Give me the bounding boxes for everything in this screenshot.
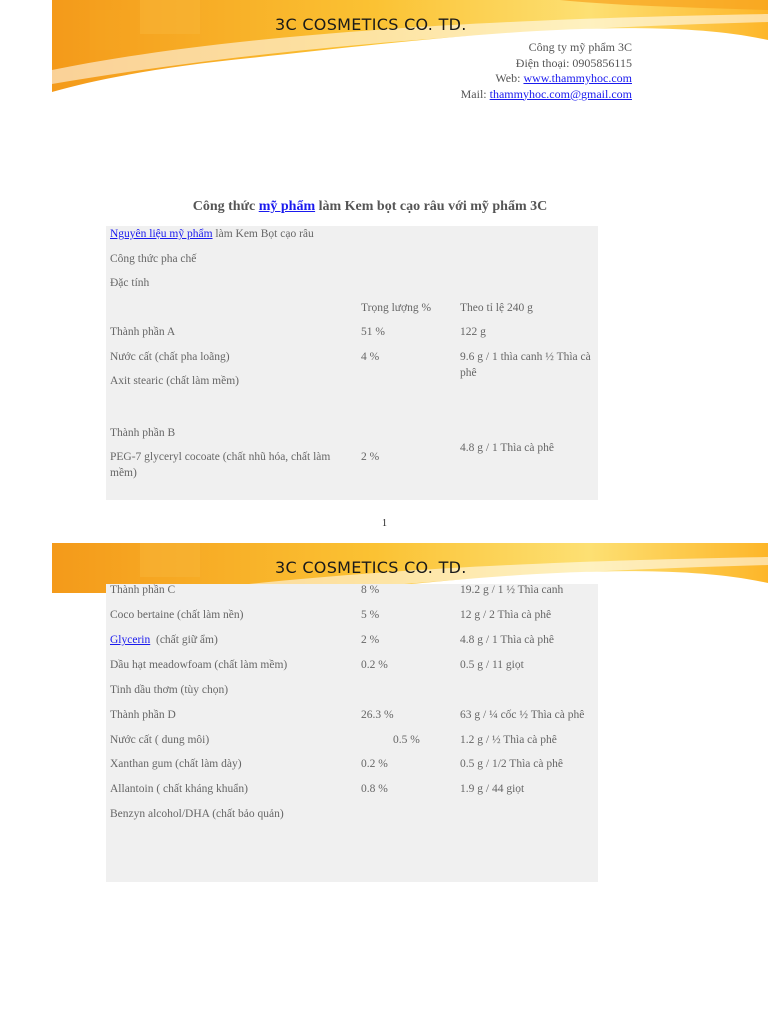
ingredients-link[interactable]: Nguyên liệu mỹ phẩm [110, 228, 213, 240]
row-amount: 1.9 g / 44 giọt [460, 783, 525, 795]
contact-phone: Điện thoại: 0905856115 [515, 55, 632, 70]
row-amount: 0.5 g / 1/2 Thìa cà phê [460, 758, 563, 770]
row-pct: 4 % [361, 351, 380, 363]
glycerin-rest: (chất giữ ẩm) [150, 634, 218, 646]
row-pct: 2 % [361, 634, 380, 646]
orange-swoosh-graphic [0, 0, 768, 92]
row-name: Dầu hạt meadowfoam (chất làm mềm) [110, 659, 288, 671]
header-ratio: Theo tỉ lệ 240 g [460, 302, 533, 314]
row-name: Nước cất (chất pha loãng) [110, 351, 230, 363]
title-suffix: làm Kem bọt cạo râu với mỹ phẩm 3C [315, 199, 548, 214]
header-weight: Trọng lượng % [361, 302, 432, 314]
row-amount: 12 g / 2 Thìa cà phê [460, 609, 552, 621]
contact-company: Công ty mỹ phẩm 3C [528, 40, 632, 54]
row-name: Thành phần D [110, 709, 176, 721]
formula-label: Công thức pha chế [110, 253, 197, 265]
document-title [0, 199, 740, 215]
row-name: Thành phần B [110, 427, 176, 439]
row-amount: 9.6 g / 1 thìa canh ½ Thìa cà phê [460, 351, 591, 379]
contact-block [461, 40, 632, 102]
row-name: PEG-7 glyceryl cocoate (chất nhũ hóa, chất làm mềm) [110, 451, 331, 479]
page-number: 1 [382, 518, 387, 529]
row-name: Axit stearic (chất làm mềm) [110, 375, 240, 387]
web-link[interactable]: www.thammyhoc.com [523, 71, 632, 85]
row-amount: 19.2 g / 1 ½ Thìa canh [460, 584, 564, 596]
row-name: Benzyn alcohol/DHA (chất bảo quản) [110, 808, 284, 820]
row-pct: 5 % [361, 609, 380, 621]
row-name: Allantoin ( chất kháng khuẩn) [110, 783, 248, 795]
contact-mail [461, 87, 632, 103]
row-name: Thành phần A [110, 326, 176, 338]
row-name: Tinh dầu thơm (tùy chọn) [110, 684, 229, 696]
properties-label: Đặc tính [110, 277, 150, 289]
row-pct: 0.2 % [361, 758, 388, 770]
row-amount: 0.5 g / 11 giọt [460, 659, 524, 671]
row-amount: 1.2 g / ½ Thìa cà phê [460, 734, 557, 746]
company-banner-title: 3C COSMETICS CO. TD. [275, 15, 467, 34]
glycerin-link[interactable]: Glycerin [110, 634, 151, 646]
row-amount: 4.8 g / 1 Thìa cà phê [460, 634, 554, 646]
ingredients-intro [110, 226, 314, 242]
row-name: Coco bertaine (chất làm nền) [110, 609, 244, 621]
web-label: Web: [495, 71, 524, 85]
row-amount: 4.8 g / 1 Thìa cà phê [460, 442, 554, 454]
row-name: Nước cất ( dung môi) [110, 734, 210, 746]
row-pct: 26.3 % [361, 709, 394, 721]
row-amount: 122 g [460, 326, 486, 338]
mail-label: Mail: [460, 86, 490, 101]
row-amount: 63 g / ¼ cốc ½ Thìa cà phê [460, 709, 585, 721]
page1-header-banner [0, 0, 768, 92]
row-pct: 0.8 % [361, 783, 388, 795]
company-banner-title: 3C COSMETICS CO. TD. [275, 558, 467, 577]
row-pct: 0.5 % [393, 734, 420, 746]
row-name: Xanthan gum (chất làm dày) [110, 758, 242, 770]
row-name [110, 632, 218, 648]
row-pct: 8 % [361, 584, 380, 596]
row-pct: 0.2 % [361, 659, 388, 671]
row-pct: 51 % [361, 326, 385, 338]
mail-link[interactable]: thammyhoc.com@gmail.com [489, 86, 632, 101]
title-prefix: Công thức [192, 199, 259, 214]
row-name: Thành phần C [110, 584, 176, 596]
contact-web [461, 71, 632, 87]
title-cosmetics-link[interactable]: mỹ phẩm [258, 199, 316, 214]
row-pct: 2 % [361, 451, 380, 463]
ingredients-rest: làm Kem Bọt cạo râu [212, 228, 314, 240]
